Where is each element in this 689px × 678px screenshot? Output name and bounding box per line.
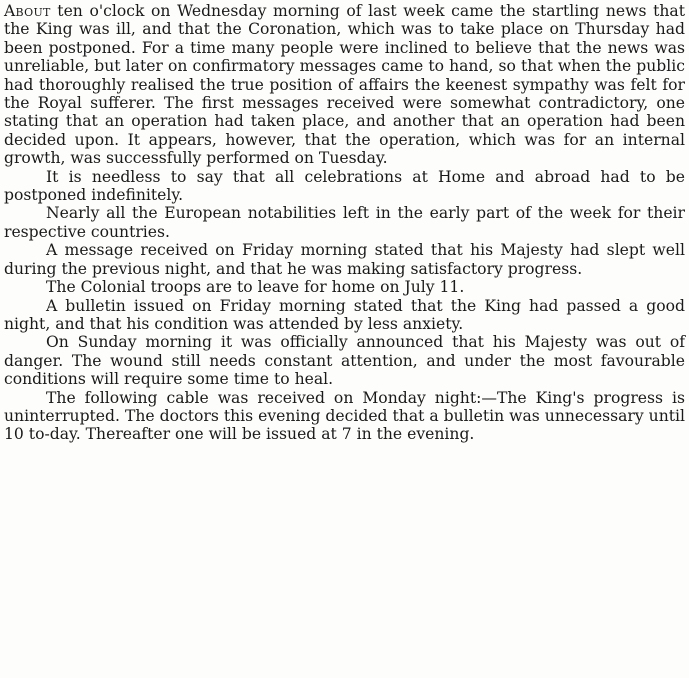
paragraph-4: A message received on Friday morning stated that his Majesty had slept well during the previous night, and that he was making satisfactory progress.: [4, 241, 685, 278]
paragraph-5: The Colonial troops are to leave for home on July 11.: [46, 278, 465, 297]
paragraph-1: [4, 2, 685, 168]
paragraph-6: A bulletin issued on Friday morning stated that the King had passed a good night, and that his condition was attended by less anxiety.: [4, 296, 685, 333]
paragraph-7: On Sunday morning it was officially announced that his Majesty was out of danger. The wound still needs constant attention, and under the most favourable conditions will require some time to heal.: [4, 333, 685, 389]
news-article: [4, 2, 685, 444]
paragraph-1-text: ten o'clock on Wednesday morning of last week came the startling news that the King was ill, and that the Coronation, which was to take place on Thursday had been postponed. For a time many people were inclined to believe that the news was unreliable, but later on confirmatory messages came to hand, so that when the public had thoroughly realised the true position of affairs the keenest sympathy was felt for the Royal sufferer. The first messages received were somewhat contradictory, one stating that an operation had taken place, and another that an operation had been decided upon. It appears, however, that the operation, which was for an internal growth, was successfully performed on Tuesday.: [4, 2, 685, 168]
paragraph-2: It is needless to say that all celebrations at Home and abroad had to be postponed indefinitely.: [4, 167, 685, 205]
paragraph-3: Nearly all the European notabilities left in the early part of the week for their respective countries.: [4, 204, 685, 241]
lead-word: About: [4, 2, 51, 20]
paragraph-8: The following cable was received on Monday night:—The King's progress is uninterrupted. The doctors this evening decided that a bulletin was unnecessary until 10 to-day. Thereafter one will be issued at 7 in the evening.: [4, 388, 685, 444]
